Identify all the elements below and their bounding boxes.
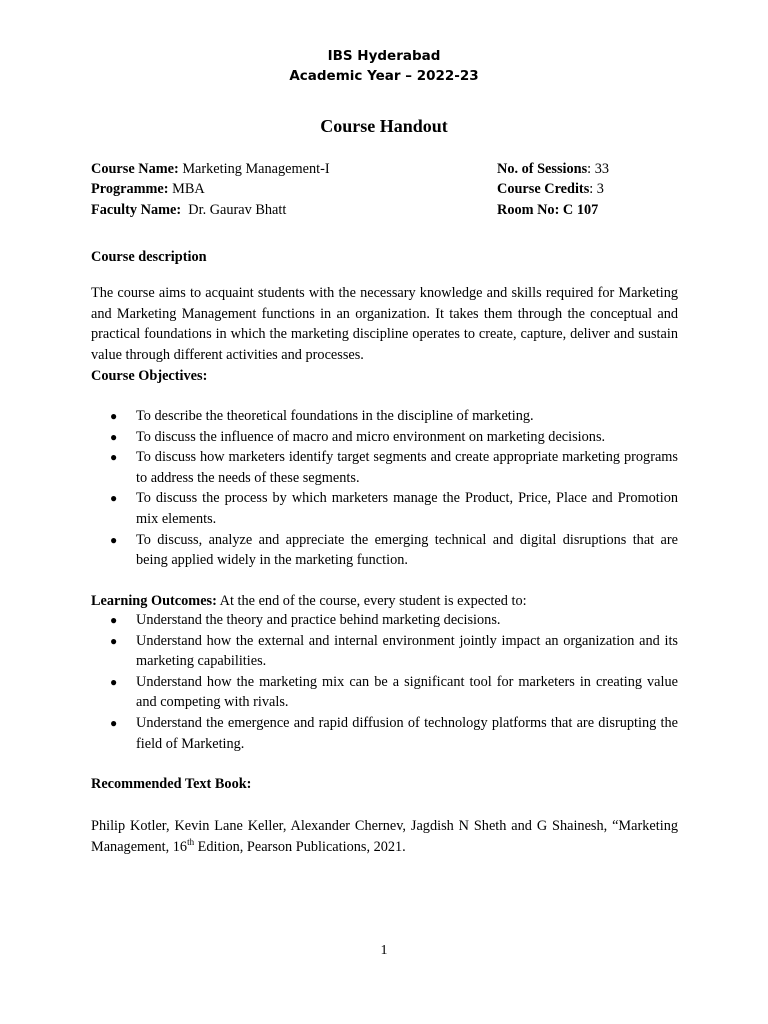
bullet-icon: ● xyxy=(110,613,118,627)
bullet-icon: ● xyxy=(110,633,118,648)
sessions-row xyxy=(497,159,609,179)
course-name-row xyxy=(91,159,330,179)
page-title: Course Handout xyxy=(320,116,448,136)
faculty-label: Faculty Name: xyxy=(91,202,182,218)
institution-name: IBS Hyderabad xyxy=(327,48,441,64)
edition-superscript: th xyxy=(187,836,195,847)
list-item xyxy=(91,427,678,448)
learning-outcomes-label: Learning Outcomes: xyxy=(91,593,217,609)
sessions-label: No. of Sessions xyxy=(497,161,588,177)
objective-text: To discuss, analyze and appreciate the emerging technical and digital disruptions that are being applied widely in the marketing function. xyxy=(136,531,678,569)
faculty-value: Dr. Gaurav Bhatt xyxy=(181,202,287,218)
bullet-icon: ● xyxy=(110,491,118,506)
faculty-row xyxy=(91,200,286,220)
outcome-text: Understand how the marketing mix can be a significant tool for marketers in creating value and competing with rivals. xyxy=(136,673,678,711)
course-name-label: Course Name: xyxy=(91,161,179,177)
bullet-icon: ● xyxy=(110,715,118,730)
learning-outcomes-intro xyxy=(91,591,527,611)
programme-label: Programme: xyxy=(91,181,169,197)
list-item xyxy=(91,406,678,427)
outcome-text: Understand how the external and internal environment jointly impact an organization and its marketing capabilities. xyxy=(136,632,678,670)
course-objectives-list xyxy=(91,406,678,571)
list-item xyxy=(91,713,678,754)
credits-label: Course Credits xyxy=(497,181,590,197)
programme-row xyxy=(91,179,205,199)
page-number: 1 xyxy=(380,943,388,958)
objective-text: To discuss how marketers identify target segments and create appropriate marketing programs to address the needs of these segments. xyxy=(136,449,678,486)
bullet-icon: ● xyxy=(110,409,118,423)
list-item xyxy=(91,631,678,672)
bullet-icon: ● xyxy=(110,429,118,444)
list-item xyxy=(91,530,678,571)
programme-value: MBA xyxy=(168,181,205,197)
bullet-icon: ● xyxy=(110,532,118,547)
outcome-text: Understand the theory and practice behind marketing decisions. xyxy=(136,612,501,628)
bullet-icon: ● xyxy=(110,450,118,465)
objective-text: To discuss the process by which marketers manage the Product, Price, Place and Promotion mix elements. xyxy=(136,490,678,527)
room-row xyxy=(497,200,598,220)
credits-value: : 3 xyxy=(589,181,604,197)
list-item xyxy=(91,672,678,713)
course-description-text: The course aims to acquaint students with the necessary knowledge and skills required for Marketing and Marketing Management functions in an organization. It takes them through the conceptual and practical foundations in which the marketing discipline operates to create, capture, deliver and sustain value through different activities and processes. xyxy=(91,285,678,363)
text-book-text-after: Edition, Pearson Publications, 2021. xyxy=(194,838,406,855)
academic-year: Academic Year – 2022-23 xyxy=(289,68,479,84)
objective-text: To discuss the influence of macro and micro environment on marketing decisions. xyxy=(136,428,606,445)
text-book-text-before: Philip Kotler, Kevin Lane Keller, Alexander Chernev, Jagdish N Sheth and G Shainesh, “Marketing Management, 16 xyxy=(91,818,678,855)
list-item xyxy=(91,447,678,488)
course-description-heading: Course description xyxy=(91,249,207,265)
sessions-value: : 33 xyxy=(587,161,610,177)
room-label: Room No: C 107 xyxy=(497,202,599,218)
learning-outcomes-list xyxy=(91,610,678,754)
objective-text: To describe the theoretical foundations in the discipline of marketing. xyxy=(136,408,534,424)
learning-outcomes-intro-text: At the end of the course, every student is expected to: xyxy=(216,593,527,609)
credits-row xyxy=(497,179,604,199)
text-book-heading: Recommended Text Book: xyxy=(91,776,252,792)
bullet-icon: ● xyxy=(110,674,118,689)
list-item xyxy=(91,488,678,529)
list-item xyxy=(91,610,678,631)
course-objectives-heading: Course Objectives: xyxy=(91,368,208,384)
course-name-value: Marketing Management-I xyxy=(178,161,330,177)
outcome-text: Understand the emergence and rapid diffusion of technology platforms that are disrupting the field of Marketing. xyxy=(136,714,678,752)
text-book-reference xyxy=(91,816,678,857)
